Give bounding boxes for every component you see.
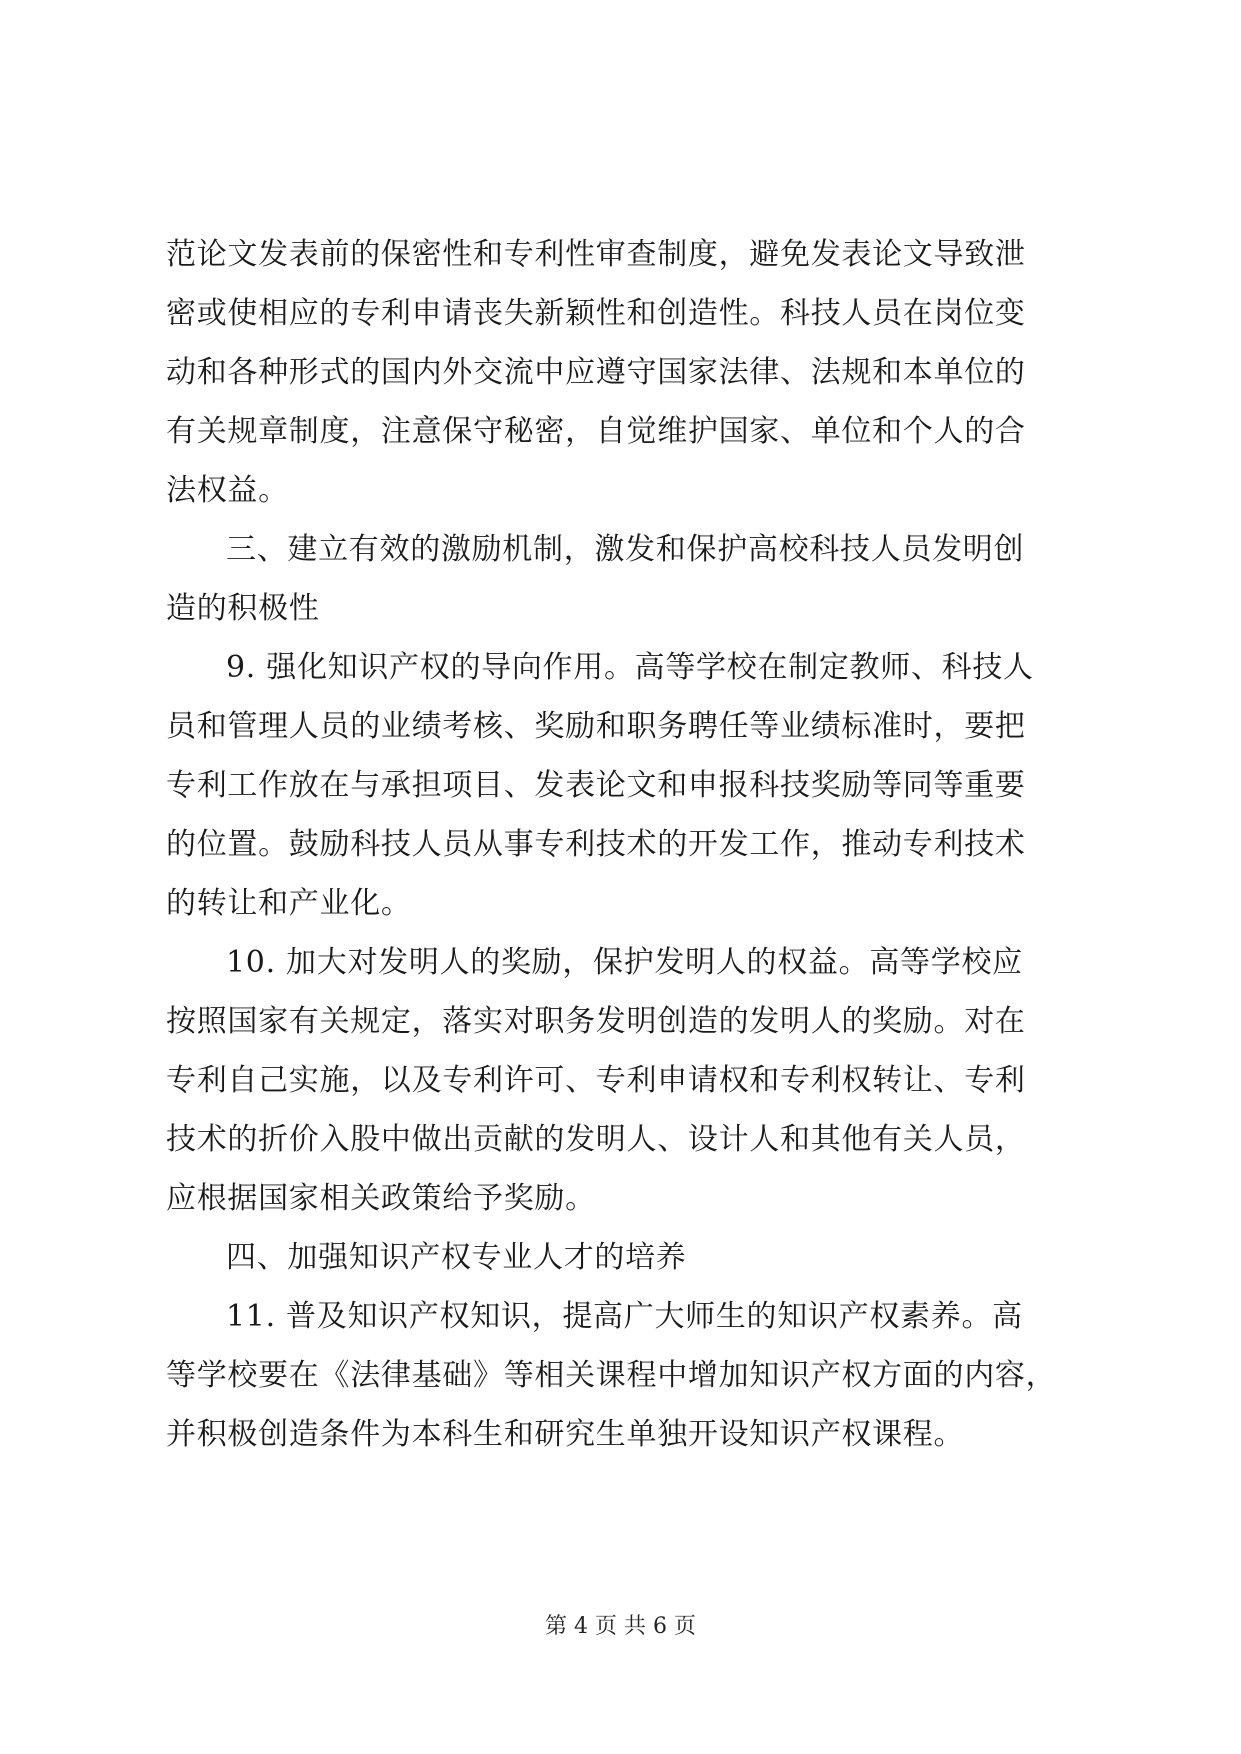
paragraph-line-item-11: 11. 普及知识产权知识，提高广大师生的知识产权素养。高: [226, 1299, 1023, 1334]
paragraph-line: 专利工作放在与承担项目、发表论文和申报科技奖励等同等重要: [166, 768, 1026, 803]
paragraph-line: 专利自己实施，以及专利许可、专利申请权和专利权转让、专利: [166, 1063, 1026, 1098]
paragraph-line: 有关规章制度，注意保守秘密，自觉维护国家、单位和个人的合: [166, 414, 1026, 449]
paragraph-line: 按照国家有关规定，落实对职务发明创造的发明人的奖励。对在: [166, 1004, 1026, 1039]
paragraph-line: 动和各种形式的国内外交流中应遵守国家法律、法规和本单位的: [166, 355, 1026, 390]
page-number-footer: 第 4 页 共 6 页: [545, 1614, 696, 1639]
paragraph-line: 并积极创造条件为本科生和研究生单独开设知识产权课程。: [166, 1417, 965, 1452]
section-heading-4: 四、加强知识产权专业人才的培养: [226, 1240, 687, 1275]
paragraph-line: 的位置。鼓励科技人员从事专利技术的开发工作，推动专利技术: [166, 827, 1026, 862]
paragraph-line: 法权益。: [166, 473, 289, 508]
paragraph-line: 应根据国家相关政策给予奖励。: [166, 1181, 596, 1216]
paragraph-line: 的转让和产业化。: [166, 886, 412, 921]
paragraph-line: 密或使相应的专利申请丧失新颖性和创造性。科技人员在岗位变: [166, 296, 1026, 331]
section-heading-3: 三、建立有效的激励机制，激发和保护高校科技人员发明创: [226, 532, 1025, 567]
paragraph-line-item-10: 10. 加大对发明人的奖励，保护发明人的权益。高等学校应: [226, 945, 1023, 980]
section-heading-3-continued: 造的积极性: [166, 591, 320, 626]
paragraph-line: 等学校要在《法律基础》等相关课程中增加知识产权方面的内容，: [166, 1358, 1057, 1393]
paragraph-line: 范论文发表前的保密性和专利性审查制度，避免发表论文导致泄: [166, 237, 1026, 272]
document-body: [166, 225, 1078, 1464]
paragraph-line: 员和管理人员的业绩考核、奖励和职务聘任等业绩标准时，要把: [166, 709, 1026, 744]
paragraph-line: 技术的折价入股中做出贡献的发明人、设计人和其他有关人员，: [166, 1122, 1026, 1157]
paragraph-line-item-9: 9. 强化知识产权的导向作用。高等学校在制定教师、科技人: [226, 650, 1034, 685]
